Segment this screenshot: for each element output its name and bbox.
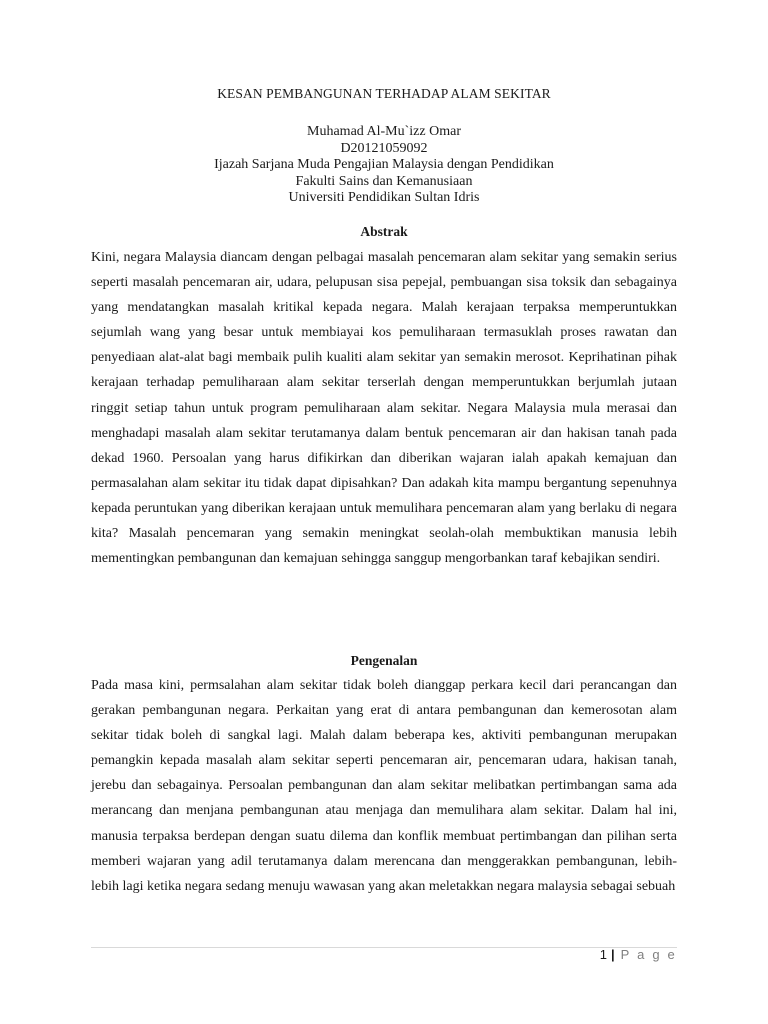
faculty: Fakulti Sains dan Kemanusiaan xyxy=(295,173,473,189)
programme: Ijazah Sarjana Muda Pengajian Malaysia dengan Pendidikan xyxy=(214,157,554,172)
author-name: Muhamad Al-Mu`izz Omar xyxy=(307,124,461,139)
footer-divider xyxy=(91,947,677,948)
university: Universiti Pendidikan Sultan Idris xyxy=(288,190,480,205)
introduction-text: Pada masa kini, permsalahan alam sekitar tidak boleh dianggap perkara kecil dari perancangan dan gerakan pembangunan negara. Perkaitan yang erat di antara pembangunan dan kemerosotan alam sekitar tidak boleh di sangkal lagi. Malah dalam beberapa kes, aktiviti pembangunan merupakan pemangkin kepada masalah alam sekitar seperti pencemaran air, pencemaran udara, hakisan tanah, jerebu dan sebagainya. Persoalan pembangunan dan alam sekitar melibatkan pertimbangan sama ada merancang dan menjana pembangunan atau menjaga dan memulihara alam sekitar. Dalam hal ini, manusia terpaksa berdepan dengan suatu dilema dan konflik membuat pertimbangan dan pilihan serta memberi wajaran yang adil terutamanya dalam merencana dan menggerakkan pembangunan, lebih-lebih lagi ketika negara sedang menuju wawasan yang akan meletakkan negara malaysia sebagai sebuah xyxy=(91,678,677,894)
page-number: 1 xyxy=(599,947,607,962)
student-id: D20121059092 xyxy=(340,140,428,156)
document-title: KESAN PEMBANGUNAN TERHADAP ALAM SEKITAR xyxy=(217,86,551,101)
abstract-heading: Abstrak xyxy=(360,224,408,239)
footer-separator: | xyxy=(610,947,615,962)
abstract-text: Kini, negara Malaysia diancam dengan pelbagai masalah pencemaran alam sekitar yang semakin serius seperti masalah pencemaran air, udara, pelupusan sisa pepejal, pembuangan sisa toksik dan sebagainya yang mendatangkan masalah kritikal kepada negara. Malah kerajaan terpaksa memperuntukkan sejumlah wang yang besar untuk membiayai kos pemuliharaan termasuklah proses rawatan dan penyediaan alat-alat bagi membaik pulih kualiti alam sekitar yan semakin merosot. Keprihatinan pihak kerajaan terhadap pemuliharaan alam sekitar terserlah dengan memperuntukkan berjumlah jutaan ringgit setiap tahun untuk program pemuliharaan alam sekitar. Negara Malaysia mula merasai dan menghadapi masalah alam sekitar terutamanya dalam bentuk pencemaran air dan hakisan tanah pada dekad 1960. Persoalan yang harus difikirkan dan diberikan wajaran ialah apakah kemajuan dan permasalahan alam sekitar itu tidak dapat dipisahkan? Dan adakah kita mampu bergantung sepenuhnya kepada peruntukan yang diberikan kerajaan untuk memulihara pencemaran alam yang berlaku di negara kita? Masalah pencemaran yang semakin meningkat seolah-olah membuktikan manusia lebih mementingkan pembangunan dan kemajuan sehingga sanggup mengorbankan taraf kebajikan sendiri. xyxy=(91,250,677,567)
author-block xyxy=(91,124,677,207)
introduction-heading: Pengenalan xyxy=(350,653,418,668)
page-label: P a g e xyxy=(620,947,677,962)
page-footer xyxy=(600,947,677,962)
document-page xyxy=(91,0,677,1024)
